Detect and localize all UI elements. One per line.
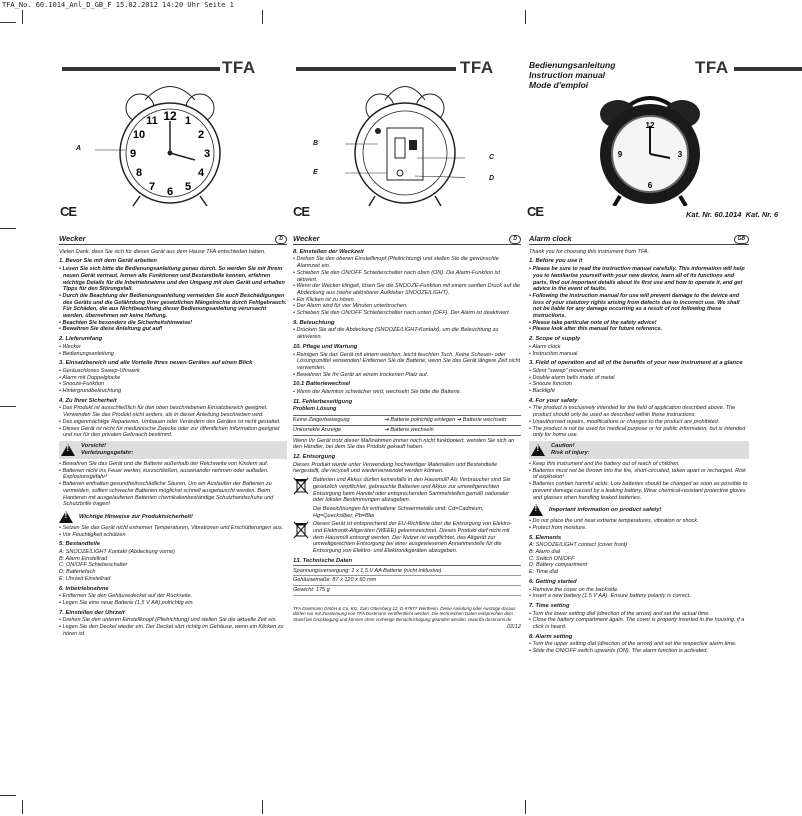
heading: 2. Scope of supply (529, 336, 581, 343)
list-item: • Dieses Gerät ist nicht für medizinische Zwecke oder zur öffentlichen Information geeignet und nur für den privaten Gebrauch bestimmt. (59, 426, 287, 439)
spec-row: Gehäusemaße: 87 x 120 x 60 mm (293, 576, 521, 586)
column-german-1 (59, 236, 287, 637)
manual-title-fr: Mode d'emploi (529, 80, 589, 90)
list-item: • Double alarm bells made of metal (529, 375, 749, 382)
photo-dial-9: 9 (617, 150, 623, 159)
list-item: • Snooze-Funktion (59, 381, 287, 388)
ce-mark: CE (293, 204, 310, 219)
brand-logo: TFA (222, 58, 256, 77)
crop-mark (0, 22, 16, 23)
list-item: • The product is not be used for medical purpose or for public information, but is intended only for home use. (529, 426, 749, 439)
heading: 7. Time setting (529, 602, 570, 609)
list-item: • Snooze function (529, 381, 749, 388)
part-item: A: SNOOZE/LIGHT Kontakt (Abdeckung vorne) (59, 549, 175, 556)
part-item: E: Time dial (529, 569, 558, 576)
brand-bar (296, 67, 456, 71)
photo-dial-6: 6 (647, 181, 653, 190)
list-item: • Batterien enthalten gesundheitsschädliche Säuren. Um ein Auslaufen der Batterien zu vermeiden, sollten schwache Batterien möglichst schnell ausgetauscht werden. Beim Hantieren mit ausgelaufenen Batterien chemikalienbeständige Schutzhandschuhe und Schutzbrille tragen! (59, 481, 287, 508)
safety-notice (529, 504, 749, 516)
dial-6: 6 (166, 186, 174, 198)
print-header: TFA_No. 60.1014_Anl_D_GB_F 15.02.2012 14:20 Uhr Seite 1 (2, 1, 234, 9)
list-item: • Der Alarm wird für vier Minuten unterbrochen. (293, 303, 521, 310)
language-badge: D (275, 235, 287, 244)
heading: 1. Bevor Sie mit dem Gerät arbeiten (59, 258, 157, 265)
part-item: B: Alarm Einstellrad (59, 555, 108, 562)
list-item: • Alarm mit Doppelglocke (59, 375, 287, 382)
part-item: C: ON/OFF Schiebeschalter (59, 562, 128, 569)
list-item: • Durch die Beachtung der Bedienungsanleitung vermeiden Sie auch Beschädigungen des Geräts und die Gefährdung Ihrer gesetzlichen Mängelrechte durch Fehlgebrauch. Für Schäden, die aus Nichtbeachtung dieser Bedienungsanleitung verursacht werden, übernehmen wir keine Haftung. (59, 293, 287, 320)
list-item: • Batteries must not be thrown into the fire, short-circuited, taken apart or recharged. Risk of explosion! (529, 468, 749, 481)
list-item: • Protect from moisture. (529, 525, 749, 532)
heading: 4. Zu Ihrer Sicherheit (59, 397, 117, 404)
list-item: • Das Produkt ist ausschließlich für den oben beschriebenen Einsatzbereich geeignet. Verwenden Sie das Produkt nicht anders, als in dieser Anleitung beschrieben wird. (59, 405, 287, 418)
list-item: • Wenn der Alarmton schwächer wird, wechseln Sie bitte die Batterie. (293, 389, 521, 396)
list-item: • Geräuschloses Sweep-Uhrwerk (59, 368, 287, 375)
warning-icon (531, 444, 545, 456)
article-number (686, 210, 778, 219)
spec-row: Spannungsversorgung: 1 x 1,5 V AA Batterie (nicht inklusive) (293, 567, 521, 577)
label-d: D (489, 175, 495, 182)
article-number-cut: Kat. Nr. 6 (745, 210, 779, 219)
crop-mark (0, 795, 16, 796)
heading: 12. Entsorgung (293, 453, 336, 460)
language-badge: D (509, 235, 521, 244)
list-item: • Schieben Sie den ON/OFF Schiebeschalter nach oben (ON). Die Alarm-Funktion ist aktiviert. (293, 270, 521, 283)
problem-cell: Unkorrekte Anzeige (293, 425, 384, 435)
list-item: • Following the instruction manual for use will prevent damage to the device and loss of your statutory rights arising from defects due to incorrect use. We shall not be liable for any damage occurring as a result of not following these instructions. (529, 293, 749, 320)
list-item: • Bewahren Sie diese Anleitung gut auf! (59, 326, 287, 333)
intro-text: Thank you for choosing this instrument from TFA. (529, 248, 650, 255)
list-item: • Wecker (59, 344, 287, 351)
heading: 10. Pflege und Wartung (293, 343, 358, 350)
crossed-bin-icon (293, 477, 309, 495)
list-item: • Please be sure to read the instruction manual carefully. This information will help you to familiarise yourself with your new device, learn all of its functions and parts, find out important details about its first use and how to operate it, and get advice in the event of faults. (529, 266, 749, 293)
section-title: Wecker D (59, 236, 287, 245)
crop-mark (0, 406, 16, 407)
weee-text: Dieses Gerät ist entsprechend der EU-Richtlinie über die Entsorgung von Elektro- und Elektronik-Altgeräten (WEEE) gekennzeichnet. Dieses Produkt darf nicht mit dem Hausmüll entsorgt werden. Der Nutzer ist verpflichtet, das Altgerät zur umweltgerechten Entsorgung bei einer ausgewiesenen Annahmestelle für die Entsorgung von Elektro- und Elektronikgeräten abzugeben. (313, 521, 512, 555)
brand-bar (62, 67, 220, 71)
list-item: • Das eigenmächtige Reparieren, Umbauen oder Verändern des Gerätes ist nicht gestattet. (59, 419, 287, 426)
part-item: D: Battery compartment (529, 562, 588, 569)
warning-icon (61, 444, 75, 456)
list-item: • Turn the lower setting dial (direction of the arrow) and set the actual time. (529, 611, 749, 618)
photo-dial-12: 12 (645, 121, 655, 130)
disposal-text: Dieses Produkt wurde unter Verwendung hochwertiger Materialien und Bestandteile hergestellt, die recycelt und wiederverwendet werden können. (293, 461, 498, 475)
list-item: • Legen Sie den Deckel wieder ein. Der Deckel sitzt richtig im Gehäuse, wenn ein Klicken zu hören ist. (59, 624, 287, 637)
list-item: • Setzen Sie das Gerät nicht extremen Temperaturen, Vibrationen und Erschütterungen aus. (59, 525, 287, 532)
dial-3: 3 (203, 148, 211, 160)
list-item: • Schieben Sie den ON/OFF Schiebeschalter nach unten (OFF). Der Alarm ist deaktiviert. (293, 310, 521, 317)
clock-back-illustration (345, 78, 465, 208)
list-item: • Ein Klicken ist zu hören. (293, 297, 521, 304)
heading: 2. Lieferumfang (59, 336, 103, 343)
column-german-2 (293, 236, 521, 633)
heading: 6. Inbetriebnahme (59, 585, 109, 592)
legal-footer: TFA Dostmann GmbH & Co. KG, Zum Ottersberg 12, D-97877 Wertheim. Diese Anleitung oder Auszüge daraus dürfen nur mit Zustimmung von TFA Dostmann veröffentlicht werden. Die technischen Daten entsprechen dem Stand bei Drucklegung und können ohne vorherige Benachrichtigung geändert werden. www.tfa-dostmann.de (293, 605, 516, 622)
heading: 9. Beleuchtung (293, 319, 335, 326)
part-item: E: Uhrzeit Einstellrad (59, 575, 111, 582)
dial-12: 12 (163, 109, 177, 123)
warn-subtitle: Risk of injury: (551, 449, 590, 456)
list-item: • Slide the ON/OFF switch upwards (ON). The alarm function is activated. (529, 648, 749, 655)
ce-mark: CE (60, 204, 77, 219)
notice-title: Important information on product safety! (549, 506, 662, 513)
solution-cell: ➔ Batterie wechseln (384, 425, 521, 435)
list-item: • Vor Feuchtigkeit schützen (59, 532, 287, 539)
safety-notice (59, 511, 287, 523)
caution-box (59, 441, 287, 459)
dial-11: 11 (146, 115, 158, 127)
list-item: • Drücken Sie auf die Abdeckung (SNOOZE/LIGHT-Kontakt), um die Beleuchtung zu aktivieren. (293, 327, 521, 340)
list-item: • Batterien nicht ins Feuer werfen, kurzschließen, auseinander nehmen oder aufladen. Explosionsgefahr! (59, 468, 287, 481)
part-item: C: Switch ON/OFF (529, 555, 575, 562)
brand-bar (734, 67, 802, 71)
list-item: • Do not place the unit near extreme temperatures, vibration or shock. (529, 518, 749, 525)
dial-5: 5 (184, 181, 192, 193)
dial-10: 10 (132, 129, 146, 141)
clock-front-illustration (95, 78, 245, 208)
list-item: • Remove the cover on the backside. (529, 587, 749, 594)
dial-4: 4 (197, 167, 205, 179)
part-item: B: Alarm dial (529, 549, 560, 556)
crop-mark (262, 800, 263, 814)
solution-cell: ➔ Batterie polrichtig einlegen ➔ Batterie wechseln (384, 416, 521, 426)
crop-mark (22, 800, 23, 814)
heading: 13. Technische Daten (293, 558, 521, 566)
list-item: • Silent "sweep" movement (529, 368, 749, 375)
battery-disposal-text: Batterien und Akkus dürfen keinesfalls in den Hausmüll! Als Verbraucher sind Sie gesetzlich verpflichtet, gebrauchte Batterien und Akkus zur umweltgerechten Entsorgung beim Handel oder entsprechenden Sammelstellen gemäß nationaler oder lokaler Bestimmungen abzugeben. (313, 477, 511, 504)
heading: 7. Einstellen der Uhrzeit (59, 609, 125, 616)
notice-title: Wichtige Hinweise zur Produktsicherheit! (79, 513, 193, 520)
heading: 5. Bestandteile (59, 541, 100, 548)
list-item: • Bewahren Sie Ihr Gerät an einem trockenen Platz auf. (293, 372, 521, 379)
manual-title-gb: Instruction manual (529, 70, 606, 80)
crop-mark (525, 800, 526, 814)
label-a: A (76, 145, 82, 152)
list-item: • Drehen Sie den unteren Einstellknopf (Pfeilrichtung) und stellen Sie die aktuelle Zeit ein. (59, 617, 287, 624)
list-item: • Beachten Sie besonders die Sicherheitshinweise! (59, 320, 287, 327)
table-row (293, 425, 521, 435)
brand-logo: TFA (695, 58, 729, 77)
list-item: • Insert a new battery (1.5 V AA). Ensure battery polarity is correct. (529, 593, 749, 600)
fault-note: Wenn Ihr Gerät trotz dieser Maßnahmen immer noch nicht funktioniert, wenden Sie sich an den Händler, bei dem Sie das Produkt gekauft haben. (293, 437, 515, 451)
list-item: • Reinigen Sie das Gerät mit einem weichen, leicht feuchten Tuch. Keine Scheuer- oder Lösungsmittel verwenden! Entfernen Sie die Batterie, wenn Sie das Gerät längere Zeit nicht verwenden. (293, 352, 521, 372)
list-item: • Hintergrundbeleuchtung (59, 388, 287, 395)
ce-mark: CE (527, 204, 544, 219)
heading: 3. Einsatzbereich und alle Vorteile Ihres neuen Gerätes auf einen Blick (59, 360, 253, 367)
dial-1: 1 (184, 115, 192, 127)
brand-logo: TFA (460, 58, 494, 77)
fault-table (293, 415, 521, 435)
section-title: Wecker D (293, 236, 521, 245)
warn-title: Vorsicht! (81, 442, 106, 449)
section-title: Alarm clock GB (529, 236, 749, 245)
manual-titles (529, 60, 615, 90)
part-item: A: SNOOZE/LIGHT contact (cover front) (529, 542, 628, 549)
list-item: • Bewahren Sie das Gerät und die Batterie außerhalb der Reichweite von Kindern auf. (59, 461, 287, 468)
list-item: • Turn the upper setting dial (direction of the arrow) and set the respective alarm time. (529, 641, 749, 648)
manual-title-de: Bedienungsanleitung (529, 60, 616, 70)
spec-row: Gewicht: 175 g (293, 586, 521, 596)
label-e: E (313, 169, 318, 176)
heading: 3. Field of operation and all of the benefits of your new instrument at a glance (529, 360, 743, 367)
list-item: • Instruction manual (529, 351, 749, 358)
list-item: • Wenn der Wecker klingelt, lösen Sie die SNOOZE-Funktion mit einem sanften Druck auf die Abdeckung aus (siehe ablösbarer Aufkleber SNOOZE/LIGHT). (293, 283, 521, 296)
crop-mark (22, 10, 23, 24)
problem-cell: Keine Zeigerbewegung (293, 416, 384, 426)
page-number: 02/12 (507, 624, 521, 631)
article-number-main: Kat. Nr. 60.1014 (686, 210, 742, 219)
warning-icon (59, 511, 73, 523)
table-header: Problem Lösung (293, 406, 337, 413)
dial-9: 9 (129, 148, 137, 160)
list-item: • Keep this instrument and the battery out of reach of children. (529, 461, 749, 468)
list-item: • Legen Sie eine neue Batterie (1,5 V AA) polrichtig ein. (59, 600, 287, 607)
heading: 8. Alarm setting (529, 633, 573, 640)
list-item: • Drehen Sie den oberen Einstellknopf (Pfeilrichtung) und stellen Sie die gewünschte Alarmzeit ein. (293, 256, 521, 269)
warn-subtitle: Verletzungsgefahr: (81, 449, 134, 456)
warn-title: Caution! (551, 442, 575, 449)
clock-photo (590, 88, 710, 206)
list-item: • Lesen Sie sich bitte die Bedienungsanleitung genau durch. So werden Sie mit Ihrem neuen Gerät vertraut, lernen alle Funktionen und Bestandteile kennen, erfahren wichtige Details für die Inbetriebnahme und den Umgang mit dem Gerät und erhalten Tipps für den Störungsfall. (59, 266, 287, 293)
heading: 1. Before you use it (529, 258, 583, 265)
heading: 5. Elements (529, 534, 562, 541)
heading: 10.1 Batteriewechsel (293, 381, 351, 388)
dial-7: 7 (148, 181, 156, 193)
heading: 8. Einstellen der Weckzeit (293, 248, 364, 255)
crop-mark (0, 228, 16, 229)
label-b: B (313, 140, 319, 147)
list-item: • Bedienungsanleitung (59, 351, 287, 358)
heading: 4. For your safety (529, 397, 578, 404)
list-item: • Alarm clock (529, 344, 749, 351)
heading: 11. Fehlerbeseitigung (293, 398, 353, 405)
list-item: • Backlight (529, 388, 749, 395)
dial-8: 8 (135, 167, 143, 179)
list-item: • Close the battery compartment again. The cover is properly inserted in the housing, if a click is heard. (529, 617, 749, 630)
crossed-bin-icon (293, 521, 309, 539)
warning-icon (529, 504, 543, 516)
table-row (293, 416, 521, 426)
part-item: D: Batteriefach (59, 569, 96, 576)
crop-mark (262, 10, 263, 24)
language-badge: GB (734, 235, 750, 244)
intro-text: Vielen Dank, dass Sie sich für dieses Gerät aus dem Hause TFA entschieden haben. (59, 248, 266, 255)
heading: 6. Getting started (529, 578, 577, 585)
crop-mark (525, 10, 526, 24)
photo-dial-3: 3 (677, 150, 683, 159)
list-item: • Please look after this manual for future reference. (529, 326, 749, 333)
list-item: • The product is exclusively intended for the field of application described above. The product should only be used as described within these instructions. (529, 405, 749, 418)
heavy-metals-text: Die Bezeichnungen für enthaltene Schwermetalle sind: Cd=Cadmium, Hg=Quecksilber, Pb=Blei (313, 505, 484, 519)
list-item: • Please take particular note of the safety advice! (529, 320, 749, 327)
column-english (529, 236, 749, 655)
caution-box (529, 441, 749, 459)
list-item: • Batteries contain harmful acids. Low batteries should be changed as soon as possible to prevent damage caused by a leaking battery. Wear chemical-resistant protective gloves and glasses when handling leaked batteries. (529, 481, 749, 501)
list-item: • Unauthorised repairs, modifications or changes to the product are prohibited. (529, 419, 749, 426)
dial-2: 2 (197, 129, 205, 141)
label-c: C (489, 154, 495, 161)
list-item: • Entfernen Sie den Gehäusedeckel auf der Rückseite. (59, 593, 287, 600)
